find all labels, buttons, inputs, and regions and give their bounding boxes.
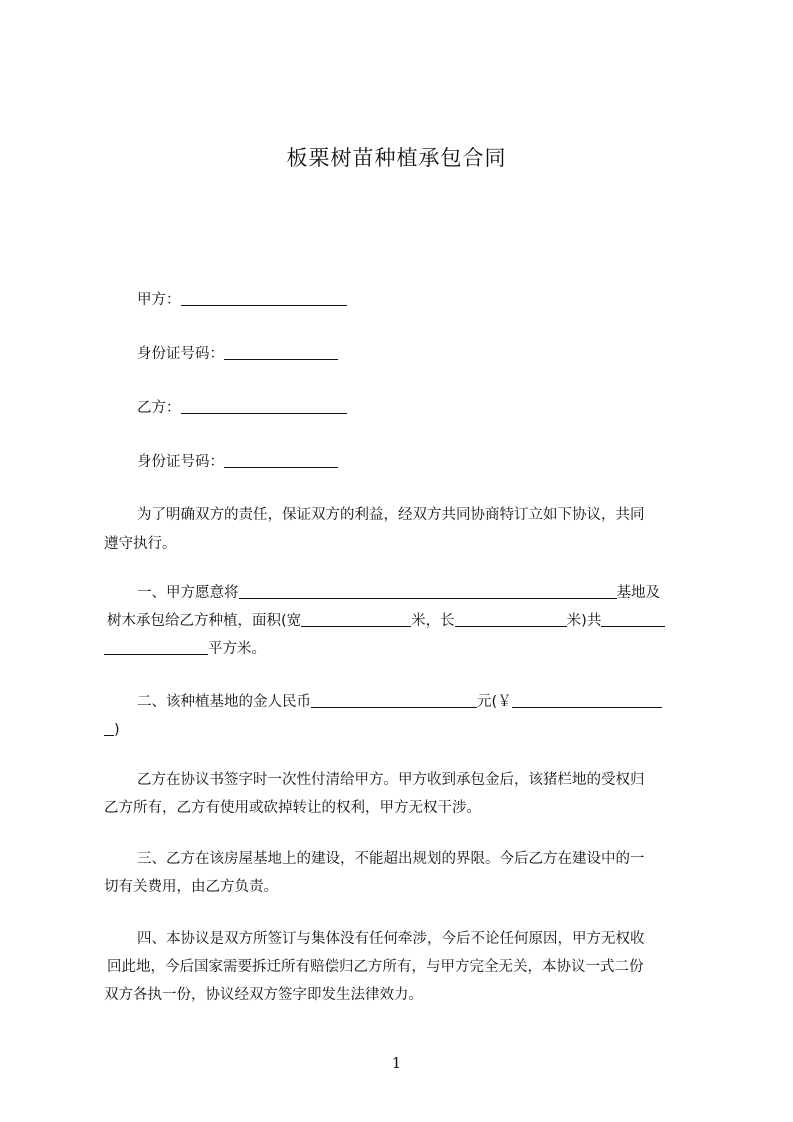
clause-1-length-blank xyxy=(455,608,567,627)
intro-line-2: 遵守执行。 xyxy=(104,536,177,552)
party-a-blank xyxy=(181,287,347,306)
clause-2-text-b: 元(￥ xyxy=(477,694,512,710)
clause-1-line-3 xyxy=(104,635,704,663)
document-title: 板栗树苗种植承包合同 xyxy=(286,146,507,170)
clause-1-base-blank xyxy=(239,580,617,599)
party-b-id-blank xyxy=(224,449,338,468)
payment-line-1: 乙方在协议书签字时一次性付清给甲方。甲方收到承包金后，该猪栏地的受权归 xyxy=(137,772,645,788)
party-a-line xyxy=(137,286,737,314)
clause-2-amount-blank xyxy=(311,689,477,708)
party-b-label: 乙方： xyxy=(137,400,181,416)
clause-1-text-d: 米，长 xyxy=(411,613,455,629)
clause-1-line-2 xyxy=(107,607,707,635)
clause-2-figure-blank-b xyxy=(104,717,114,736)
clause-2-line-1 xyxy=(137,688,737,716)
party-a-label: 甲方： xyxy=(137,292,181,308)
page-number: 1 xyxy=(391,1054,402,1072)
clause-1-text-c: 树木承包给乙方种植，面积(宽 xyxy=(107,613,302,629)
clause-1-text-e: 米)共 xyxy=(566,613,602,629)
clause-1-area-blank-a xyxy=(601,608,665,627)
clause-1-area-blank-b xyxy=(104,636,208,655)
clause-2-text-a: 二、该种植基地的金人民币 xyxy=(137,694,311,710)
payment-line-2: 乙方所有，乙方有使用或砍掉转让的权利，甲方无权干涉。 xyxy=(104,800,481,816)
party-a-id-blank xyxy=(224,341,338,360)
party-a-id-label: 身份证号码： xyxy=(137,346,224,362)
clause-1-width-blank xyxy=(301,608,411,627)
party-b-blank xyxy=(181,395,347,414)
party-a-id-line xyxy=(137,340,737,368)
clause-2-figure-blank-a xyxy=(512,689,662,708)
clause-1-text-f: 平方米。 xyxy=(208,641,266,657)
party-b-id-label: 身份证号码： xyxy=(137,454,224,470)
clause-3-line-2: 切有关费用，由乙方负责。 xyxy=(104,879,278,895)
clause-1-text-a: 一、甲方愿意将 xyxy=(137,585,239,601)
clause-3-line-1: 三、乙方在该房屋基地上的建设，不能超出规划的界限。今后乙方在建设中的一 xyxy=(137,851,645,867)
clause-2-line-2 xyxy=(104,716,704,744)
clause-1-text-b: 基地及 xyxy=(616,585,660,601)
clause-4-line-1: 四、本协议是双方所签订与集体没有任何牵涉，今后不论任何原因，甲方无权收 xyxy=(137,931,645,947)
clause-4-line-3: 双方各执一份，协议经双方签字即发生法律效力。 xyxy=(104,987,423,1003)
clause-1-line-1 xyxy=(137,579,737,607)
intro-line-1: 为了明确双方的责任，保证双方的利益，经双方共同协商特订立如下协议，共同 xyxy=(137,507,645,523)
party-b-line xyxy=(137,394,737,422)
clause-2-text-c: ) xyxy=(114,722,120,738)
clause-4-line-2: 回此地，今后国家需要拆迁所有赔偿归乙方所有，与甲方完全无关，本协议一式二份 xyxy=(107,959,644,975)
party-b-id-line xyxy=(137,448,737,476)
